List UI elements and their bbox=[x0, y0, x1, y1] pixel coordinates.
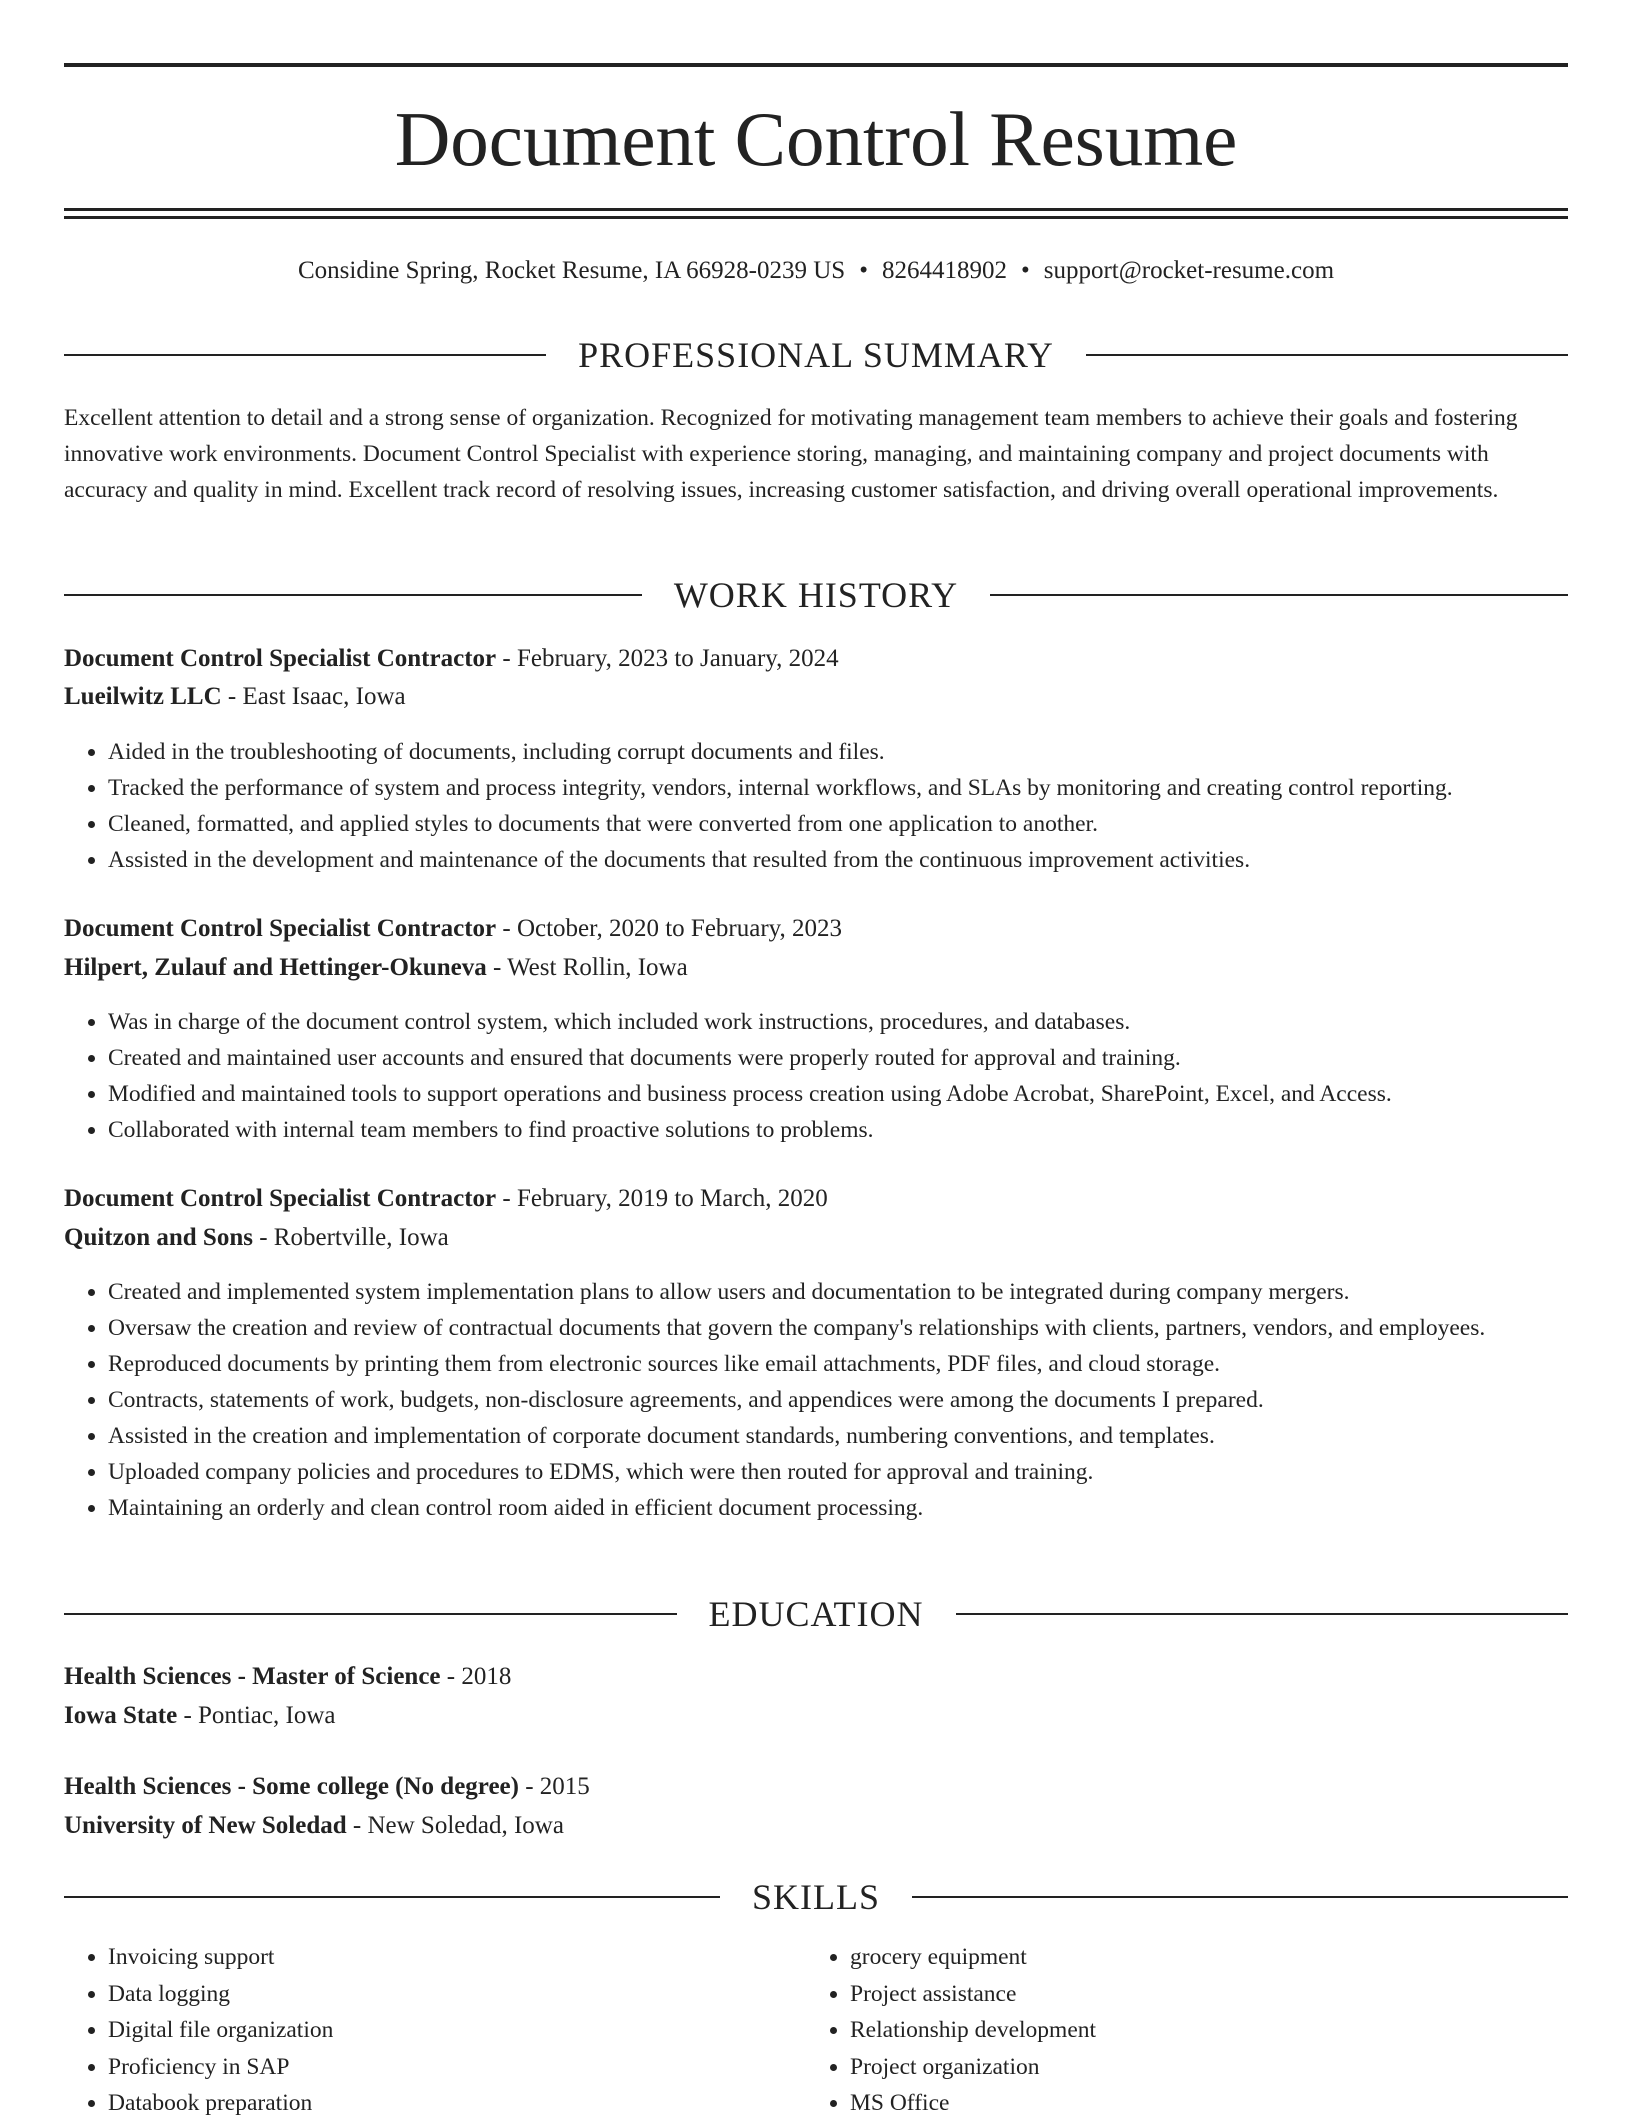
list-item: • Contracts, statements of work, budgets, non-disclosure agreements, and appendices were among the documents I prepared. bbox=[108, 1382, 1612, 1418]
education-degree: Health Sciences - Some college (No degree) bbox=[64, 1773, 519, 1800]
education-degree-line bbox=[64, 1659, 1568, 1695]
job-title: Document Control Specialist Contractor bbox=[64, 915, 497, 942]
job-company: Quitzon and Sons bbox=[64, 1224, 253, 1251]
skill-item: • Relationship development bbox=[850, 2012, 1550, 2049]
job-bullets bbox=[64, 1274, 1612, 1526]
skill-item: • MS Office bbox=[850, 2085, 1550, 2122]
contact-email: support@rocket-resume.com bbox=[1043, 257, 1335, 284]
heading-rule-left bbox=[64, 1896, 720, 1898]
education-heading bbox=[64, 1594, 1568, 1634]
list-item: • Tracked the performance of system and process integrity, vendors, internal workflows, and SLAs by monitoring and creating control reporting. bbox=[108, 770, 1612, 806]
education-heading-label: EDUCATION bbox=[708, 1594, 924, 1634]
education-school: Iowa State bbox=[64, 1702, 178, 1729]
list-item: • Created and implemented system implementation plans to allow users and documentation to be integrated during company mergers. bbox=[108, 1274, 1612, 1310]
education-school-line bbox=[64, 1698, 1568, 1734]
job-bullets bbox=[64, 1004, 1612, 1148]
summary-text: Excellent attention to detail and a strong sense of organization. Recognized for motivating management team members to achieve their goals and fostering innovative work environments. Document Control Specialist with experience storing, managing, and maintaining company and project documents with accuracy and quality in mind. Excellent track record of resolving issues, increasing customer satisfaction, and driving overall operational improvements. bbox=[64, 405, 1518, 503]
skill-item: • Digital file organization bbox=[108, 2012, 808, 2049]
heading-rule-right bbox=[912, 1896, 1568, 1898]
job-title-line bbox=[64, 641, 1568, 677]
list-item: • Oversaw the creation and review of contractual documents that govern the company's relationships with clients, partners, vendors, and employees. bbox=[108, 1310, 1612, 1346]
job-company: Hilpert, Zulauf and Hettinger-Okuneva bbox=[64, 954, 487, 981]
skills-heading-label: SKILLS bbox=[752, 1877, 881, 1917]
contact-phone: 8264418902 bbox=[881, 257, 1007, 284]
job-company-line bbox=[64, 950, 1568, 986]
education-degree: Health Sciences - Master of Science bbox=[64, 1663, 441, 1690]
skill-item: • Databook preparation bbox=[108, 2085, 808, 2122]
contact-line bbox=[64, 253, 1568, 289]
list-item: • Aided in the troubleshooting of documents, including corrupt documents and files. bbox=[108, 734, 1612, 770]
skill-item: • Proficiency in SAP bbox=[108, 2049, 808, 2086]
education-location: - Pontiac, Iowa bbox=[177, 1702, 336, 1729]
education-school-line bbox=[64, 1808, 1568, 1844]
job-dates: - February, 2019 to March, 2020 bbox=[496, 1185, 828, 1212]
job-bullets bbox=[64, 734, 1612, 878]
list-item: • Assisted in the creation and implementation of corporate document standards, numbering conventions, and templates. bbox=[108, 1418, 1612, 1454]
heading-rule-right bbox=[956, 1613, 1569, 1615]
list-item: • Uploaded company policies and procedures to EDMS, which were then routed for approval and training. bbox=[108, 1454, 1612, 1490]
job-company-line bbox=[64, 679, 1568, 715]
list-item: • Reproduced documents by printing them from electronic sources like email attachments, PDF files, and cloud storage. bbox=[108, 1346, 1612, 1382]
education-school: University of New Soledad bbox=[64, 1812, 347, 1839]
skills-list-left bbox=[64, 1939, 808, 2122]
job-location: - Robertville, Iowa bbox=[252, 1224, 449, 1251]
job-location: - West Rollin, Iowa bbox=[486, 954, 688, 981]
job-company: Lueilwitz LLC bbox=[64, 683, 222, 710]
contact-separator: • bbox=[859, 257, 868, 284]
education-location: - New Soledad, Iowa bbox=[346, 1812, 564, 1839]
skill-item: • Data logging bbox=[108, 1976, 808, 2013]
heading-rule-left bbox=[64, 354, 546, 356]
skill-item: • Invoicing support bbox=[108, 1939, 808, 1976]
summary-heading bbox=[64, 335, 1568, 375]
heading-rule-left bbox=[64, 1613, 677, 1615]
job-title: Document Control Specialist Contractor bbox=[64, 645, 497, 672]
list-item: • Was in charge of the document control system, which included work instructions, procedures, and databases. bbox=[108, 1004, 1612, 1040]
contact-separator: • bbox=[1020, 257, 1030, 284]
list-item: • Collaborated with internal team members to find proactive solutions to problems. bbox=[108, 1112, 1612, 1148]
job-company-line bbox=[64, 1220, 1568, 1256]
title-rule-upper bbox=[64, 208, 1568, 211]
heading-rule-right bbox=[990, 594, 1568, 596]
job-dates: - February, 2023 to January, 2024 bbox=[496, 645, 839, 672]
summary-heading-label: PROFESSIONAL SUMMARY bbox=[578, 335, 1054, 375]
job-dates: - October, 2020 to February, 2023 bbox=[496, 915, 843, 942]
heading-rule-left bbox=[64, 594, 642, 596]
page-title: Document Control Resume bbox=[394, 96, 1238, 182]
skill-item: • Project organization bbox=[850, 2049, 1550, 2086]
top-rule bbox=[64, 63, 1568, 67]
job-location: - East Isaac, Iowa bbox=[221, 683, 406, 710]
education-year: - 2015 bbox=[518, 1773, 590, 1800]
education-year: - 2018 bbox=[440, 1663, 512, 1690]
list-item: • Assisted in the development and maintenance of the documents that resulted from the continuous improvement activities. bbox=[108, 842, 1612, 878]
work-history-heading-label: WORK HISTORY bbox=[673, 575, 959, 615]
list-item: • Modified and maintained tools to support operations and business process creation using Adobe Acrobat, SharePoint, Excel, and Access. bbox=[108, 1076, 1612, 1112]
job-title-line bbox=[64, 911, 1568, 947]
skill-item: • Project assistance bbox=[850, 1976, 1550, 2013]
job-title-line bbox=[64, 1181, 1568, 1217]
list-item: • Created and maintained user accounts and ensured that documents were properly routed for approval and training. bbox=[108, 1040, 1612, 1076]
title-rule-lower bbox=[64, 216, 1568, 219]
skill-item: • grocery equipment bbox=[850, 1939, 1550, 1976]
education-degree-line bbox=[64, 1769, 1568, 1805]
job-title: Document Control Specialist Contractor bbox=[64, 1185, 497, 1212]
skills-heading bbox=[64, 1877, 1568, 1917]
skills-list-right bbox=[806, 1939, 1550, 2122]
heading-rule-right bbox=[1086, 354, 1568, 356]
work-history-heading bbox=[64, 575, 1568, 615]
list-item: • Cleaned, formatted, and applied styles to documents that were converted from one application to another. bbox=[108, 806, 1612, 842]
contact-address: Considine Spring, Rocket Resume, IA 66928-0239 US bbox=[297, 257, 846, 284]
list-item: • Maintaining an orderly and clean control room aided in efficient document processing. bbox=[108, 1490, 1612, 1526]
